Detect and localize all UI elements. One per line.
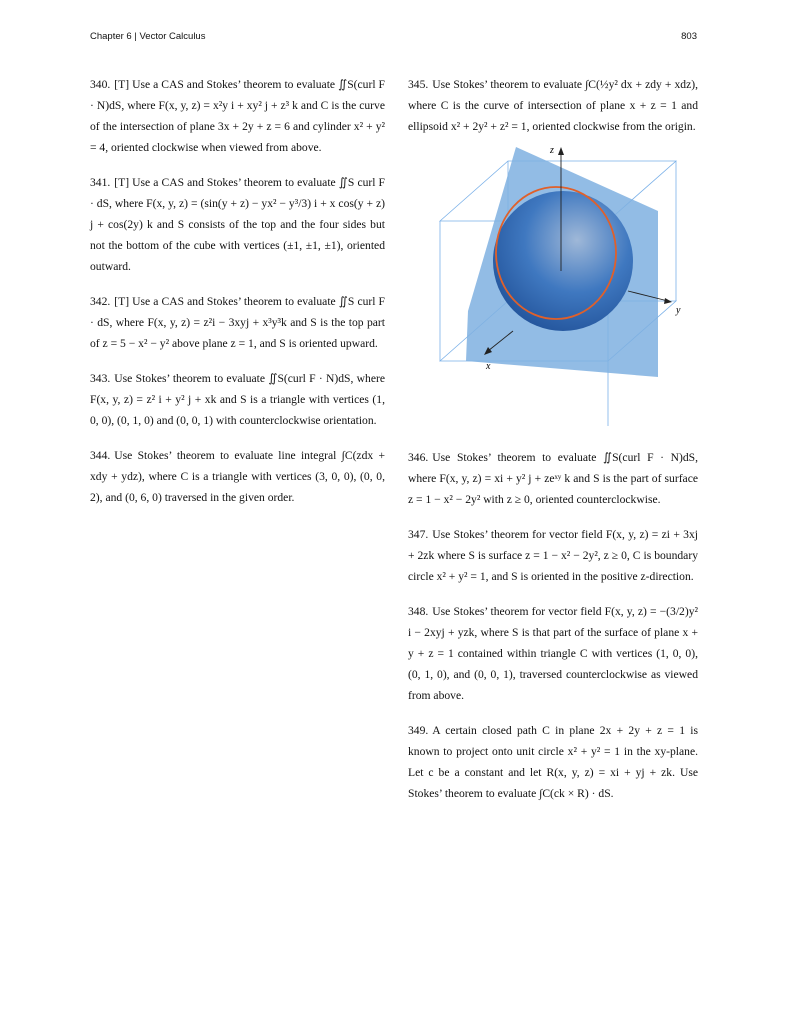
page-number: 803	[681, 31, 697, 42]
exercise-number: 342.	[90, 295, 111, 308]
exercise-text: [T] Use a CAS and Stokes’ theorem to evaluate ∬S curl F · dS, where F(x, y, z) = z²i − 3xyj + x³y³k and S is the top part of z = 5 − x² − y² above plane z = 1, and S is oriented upward.	[90, 295, 385, 350]
exercise-340	[90, 74, 385, 158]
exercise-text: [T] Use a CAS and Stokes’ theorem to evaluate ∬S(curl F · N)dS, where F(x, y, z) = x²y i + xy² j + z³ k and C is the curve of the intersection of plane 3x + 2y + z = 6 and cylinder x² + y² = 4, oriented clockwise when viewed from above.	[90, 78, 385, 154]
chapter-header: Chapter 6 | Vector Calculus	[90, 31, 206, 42]
left-column	[90, 74, 385, 522]
exercise-346	[408, 447, 698, 510]
exercise-number: 340.	[90, 78, 111, 91]
exercise-347	[408, 524, 698, 587]
exercise-number: 348.	[408, 605, 429, 618]
exercise-number: 347.	[408, 528, 429, 541]
exercise-341	[90, 172, 385, 277]
exercise-text: Use Stokes’ theorem for vector field F(x, y, z) = −(3/2)y² i − 2xyj + yzk, where S is that part of the surface of plane x + y + z = 1 contained within triangle C with vertices (1, 0, 0), (0, 1, 0), and (0, 0, 1), traversed counterclockwise as viewed from above.	[408, 605, 698, 702]
exercise-345	[408, 74, 698, 137]
exercise-348	[408, 601, 698, 706]
z-arrow-icon	[558, 147, 564, 155]
z-axis-label: z	[550, 145, 554, 156]
exercise-number: 343.	[90, 372, 111, 385]
exercise-number: 345.	[408, 78, 429, 91]
sphere	[493, 191, 633, 331]
exercise-text: Use Stokes’ theorem to evaluate ∬S(curl F · N)dS, where F(x, y, z) = z² i + y² j + xk and S is a triangle with vertices (1, 0, 0), (0, 1, 0) and (0, 0, 1) with counterclockwise orientation.	[90, 372, 385, 427]
y-axis-label: y	[676, 305, 681, 316]
exercise-text: A certain closed path C in plane 2x + 2y + z = 1 is known to project onto unit circle x² + y² = 1 in the xy-plane. Let c be a constant and let R(x, y, z) = xi + yj + zk. Use Stokes’ theorem to evaluate ∫C(ck × R) · dS.	[408, 724, 698, 800]
exercise-text: Use Stokes’ theorem to evaluate line integral ∫C(zdx + xdy + ydz), where C is a triangle with vertices (3, 0, 0), (0, 0, 2), and (0, 6, 0) traversed in the given order.	[90, 449, 385, 504]
exercise-349	[408, 720, 698, 804]
exercise-text: [T] Use a CAS and Stokes’ theorem to evaluate ∬S curl F · dS, where F(x, y, z) = (sin(y + z) − yx² − y³/3) i + x cos(y + z) j + cos(2y) k and S consists of the top and the four sides but not the bottom of the cube with vertices (±1, ±1, ±1), oriented outward.	[90, 176, 385, 273]
exercise-number: 349.	[408, 724, 429, 737]
right-column	[408, 74, 698, 818]
exercise-343	[90, 368, 385, 431]
exercise-text: Use Stokes’ theorem to evaluate ∫C(½y² dx + zdy + xdz), where C is the curve of intersection of plane x + z = 1 and ellipsoid x² + 2y² + z² = 1, oriented clockwise from the origin.	[408, 78, 698, 133]
x-axis-label: x	[486, 361, 491, 372]
exercise-number: 346.	[408, 451, 429, 464]
exercise-342	[90, 291, 385, 354]
exercise-344	[90, 445, 385, 508]
exercise-number: 344.	[90, 449, 111, 462]
sphere-plane-figure	[418, 141, 688, 431]
exercise-number: 341.	[90, 176, 111, 189]
exercise-text: Use Stokes’ theorem to evaluate ∬S(curl F · N)dS, where F(x, y, z) = xi + y² j + zeˣʸ k and S is the part of surface z = 1 − x² − 2y² with z ≥ 0, oriented counterclockwise.	[408, 451, 698, 506]
exercise-text: Use Stokes’ theorem for vector field F(x, y, z) = zi + 3xj + 2zk where S is surface z = 1 − x² − 2y², z ≥ 0, C is boundary circle x² + y² = 1, and S is oriented in the positive z-direction.	[408, 528, 698, 583]
